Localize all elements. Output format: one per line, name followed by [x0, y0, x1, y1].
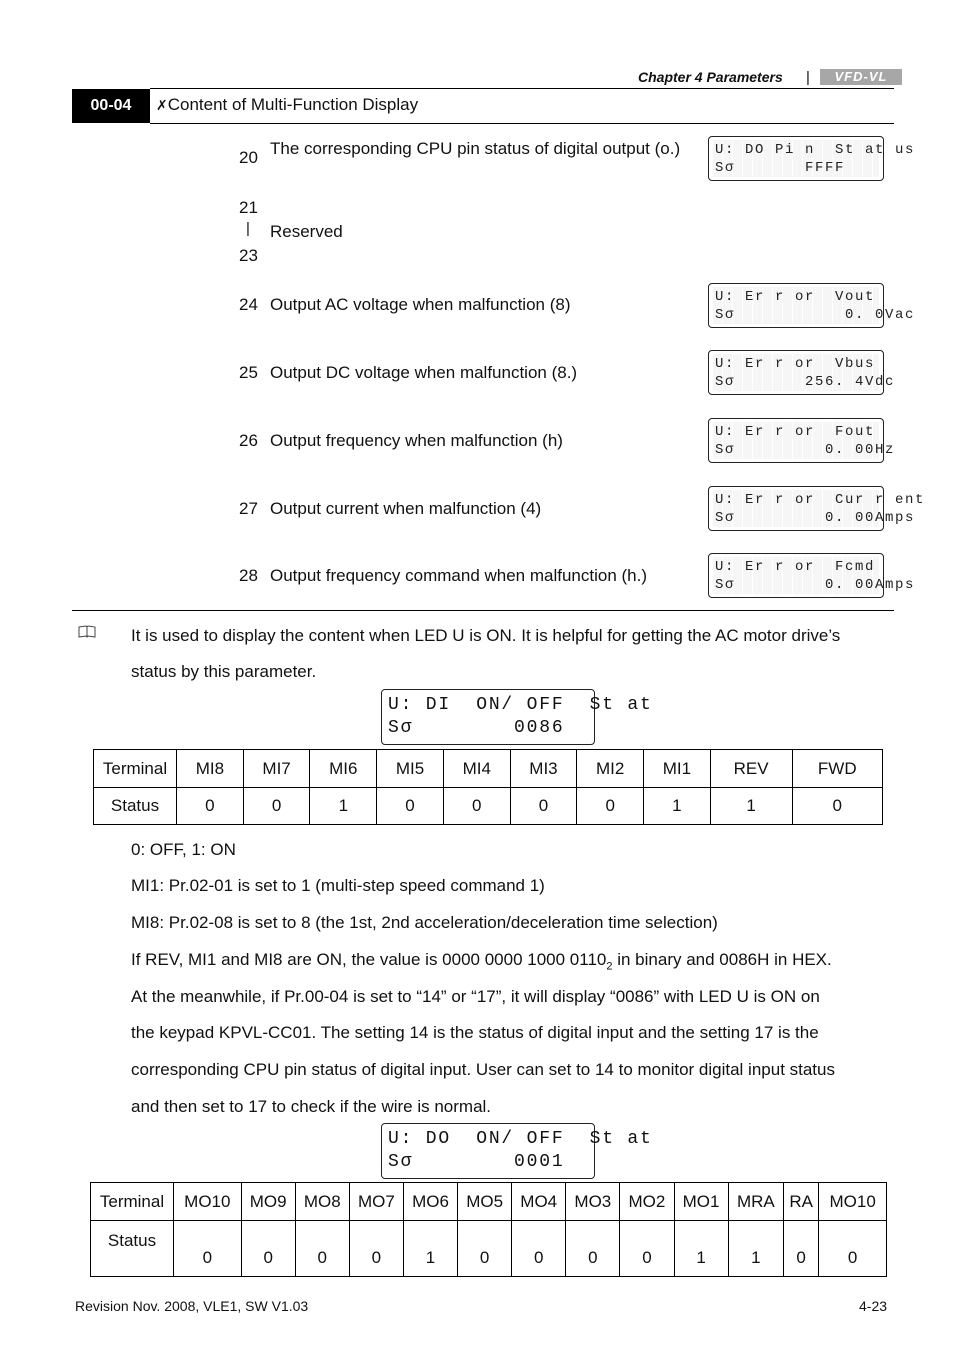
table-cell: 0 [819, 1221, 887, 1277]
table-cell: MO4 [512, 1183, 566, 1221]
item-number: 28 [239, 566, 258, 585]
table-cell: MI3 [510, 750, 577, 788]
lcd-row-1: U: DO ON/ OFF St at [388, 1129, 653, 1149]
lcd-display-do [381, 1123, 653, 1179]
item-number: 24 [239, 295, 258, 314]
explain-text: If REV, MI1 and MI8 are ON, the value is 0000 0000 1000 0110 [131, 950, 607, 969]
item-number-start: 21 [239, 198, 258, 217]
explain-line: At the meanwhile, if Pr.00-04 is set to “14” or “17”, it will display “0086” with LED U is ON on [131, 987, 820, 1006]
note-line-1: It is used to display the content when LED U is ON. It is helpful for getting the AC motor drive’s [131, 626, 841, 645]
lcd-display [708, 418, 896, 463]
table-cell: 0 [512, 1221, 566, 1277]
explain-line: MI1: Pr.02-01 is set to 1 (multi-step speed command 1) [131, 876, 545, 895]
item-description: Reserved [270, 222, 343, 241]
lcd-row-1: U: DI ON/ OFF St at [388, 695, 653, 715]
table-cell: 0 [241, 1221, 295, 1277]
lcd-row-2: Sσ 0. 00Amps [715, 510, 916, 526]
lcd-row-1: U: DO Pi n St at us [715, 142, 916, 158]
table-cell: 0 [243, 788, 310, 825]
binary-subscript: 2 [606, 960, 613, 973]
item-description: Output frequency when malfunction (h) [270, 431, 563, 450]
table-header-row [94, 750, 883, 788]
table-cell: 0 [177, 788, 244, 825]
table-cell: 1 [403, 1221, 457, 1277]
revision-footer: Revision Nov. 2008, VLE1, SW V1.03 [75, 1298, 309, 1314]
lcd-row-2: Sσ 0. 0Vac [715, 307, 916, 323]
table-cell: MO10 [819, 1183, 887, 1221]
table-cell: Terminal [94, 750, 177, 788]
explain-line: the keypad KPVL-CC01. The setting 14 is the status of digital input and the setting 17 is the [131, 1023, 819, 1042]
lcd-display [708, 136, 916, 181]
table-cell: 0 [295, 1221, 349, 1277]
lcd-row-1: U: Er r or Cur r ent [715, 492, 926, 508]
item-number-end: 23 [239, 246, 258, 265]
item-number: 20 [239, 148, 258, 167]
table-cell: 1 [310, 788, 377, 825]
table-cell: 1 [644, 788, 711, 825]
lcd-row-2: Sσ 0086 [388, 718, 565, 738]
table-cell: 0 [784, 1221, 819, 1277]
table-cell: MI8 [177, 750, 244, 788]
item-number: 26 [239, 431, 258, 450]
lcd-display [708, 350, 896, 395]
settable-while-running-icon: ✗ [156, 97, 168, 113]
header-separator: | [806, 69, 810, 86]
item-description: Output AC voltage when malfunction (8) [270, 295, 571, 314]
table-cell: MI4 [443, 750, 510, 788]
table-cell: 0 [377, 788, 444, 825]
parameter-title [156, 95, 418, 115]
parameter-rule [150, 123, 894, 124]
explain-text: in binary and 0086H in HEX. [612, 950, 832, 969]
explain-line: MI8: Pr.02-08 is set to 8 (the 1st, 2nd acceleration/deceleration time selection) [131, 913, 718, 932]
lcd-row-2: Sσ 0001 [388, 1152, 565, 1172]
lcd-row-1: U: Er r or Vbus [715, 356, 876, 372]
table-cell: MI6 [310, 750, 377, 788]
table-cell: 1 [728, 1221, 783, 1277]
lcd-row-2: Sσ 0. 00Amps [715, 577, 916, 593]
item-description: Output current when malfunction (4) [270, 499, 542, 518]
lcd-row-2: Sσ 256. 4Vdc [715, 374, 896, 390]
item-number: 27 [239, 499, 258, 518]
lcd-row-1: U: Er r or Fout [715, 424, 876, 440]
table-cell: 0 [510, 788, 577, 825]
table-cell: MO5 [458, 1183, 512, 1221]
item-description: Output DC voltage when malfunction (8.) [270, 363, 578, 382]
table-cell: 1 [674, 1221, 728, 1277]
table-cell: 0 [566, 1221, 620, 1277]
lcd-row-2: Sσ 0. 00Hz [715, 442, 896, 458]
table-cell: MRA [728, 1183, 783, 1221]
lcd-row-1: U: Er r or Fcmd [715, 559, 876, 575]
lcd-display-di [381, 689, 653, 745]
table-cell: 0 [349, 1221, 403, 1277]
table-cell: 0 [174, 1221, 242, 1277]
table-cell: 1 [710, 788, 792, 825]
header-rule [150, 88, 894, 89]
lcd-display [708, 486, 926, 531]
table-cell: 0 [620, 1221, 674, 1277]
section-rule [72, 610, 894, 611]
table-cell: RA [784, 1183, 819, 1221]
table-cell: 0 [443, 788, 510, 825]
lcd-row-2: Sσ FFFF [715, 160, 846, 176]
explain-line: 0: OFF, 1: ON [131, 840, 236, 859]
item-number: 25 [239, 363, 258, 382]
table-status-row [91, 1221, 887, 1277]
lcd-row-1: U: Er r or Vout [715, 289, 876, 305]
explain-line: corresponding CPU pin status of digital input. User can set to 14 to monitor digital input status [131, 1060, 835, 1079]
table-status-row [94, 788, 883, 825]
table-cell: REV [710, 750, 792, 788]
explain-line [131, 949, 832, 977]
item-range-bar: | [246, 220, 250, 237]
lcd-display [708, 283, 916, 328]
digital-input-table [93, 749, 883, 825]
parameter-title-text: Content of Multi-Function Display [167, 95, 419, 114]
table-cell: Status [94, 788, 177, 825]
note-line-2: status by this parameter. [131, 662, 317, 681]
table-cell: MO8 [295, 1183, 349, 1221]
table-cell: MO1 [674, 1183, 728, 1221]
chapter-title: Chapter 4 Parameters [638, 69, 783, 85]
table-cell: 0 [577, 788, 644, 825]
table-cell: MO9 [241, 1183, 295, 1221]
parameter-code: 00-04 [72, 89, 150, 123]
item-description: Output frequency command when malfunction (h.) [270, 566, 648, 585]
page-number: 4-23 [859, 1298, 888, 1314]
table-cell: MO3 [566, 1183, 620, 1221]
table-header-row [91, 1183, 887, 1221]
item-description: The corresponding CPU pin status of digital output (o.) [270, 139, 681, 158]
book-icon [78, 625, 96, 644]
table-cell: Terminal [91, 1183, 174, 1221]
table-cell: MI5 [377, 750, 444, 788]
explain-line: and then set to 17 to check if the wire is normal. [131, 1097, 492, 1116]
table-cell: MO10 [174, 1183, 242, 1221]
table-cell: MI7 [243, 750, 310, 788]
table-cell: Status [91, 1221, 174, 1277]
table-cell: FWD [792, 750, 882, 788]
lcd-display [708, 553, 916, 598]
table-cell: MI2 [577, 750, 644, 788]
table-cell: MO6 [403, 1183, 457, 1221]
table-cell: 0 [458, 1221, 512, 1277]
table-cell: 0 [792, 788, 882, 825]
digital-output-table [90, 1182, 887, 1277]
vfd-vl-logo: VFD-VL [820, 69, 902, 85]
table-cell: MO7 [349, 1183, 403, 1221]
table-cell: MO2 [620, 1183, 674, 1221]
table-cell: MI1 [644, 750, 711, 788]
